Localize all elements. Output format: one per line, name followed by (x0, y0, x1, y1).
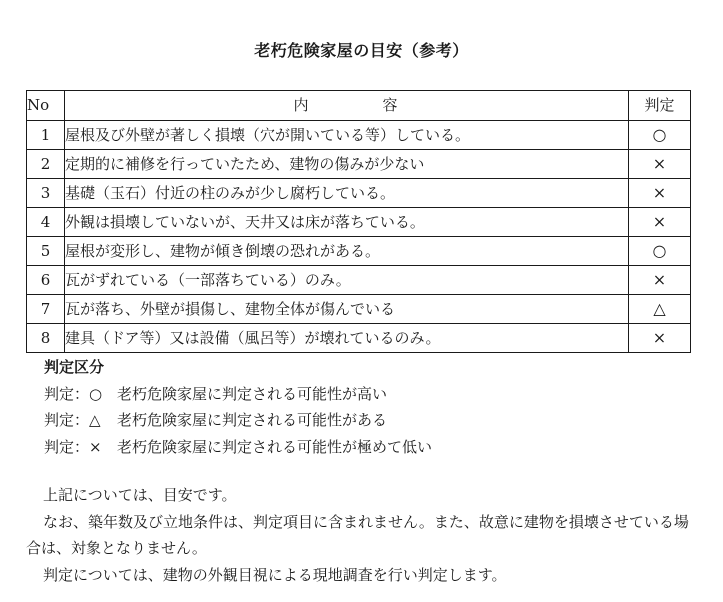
legend-symbol: △ (89, 411, 101, 429)
table-row (27, 237, 691, 266)
table-row (27, 266, 691, 295)
legend-prefix: 判定： (44, 384, 90, 403)
judgement-legend (44, 354, 432, 460)
row-content: 瓦が落ち、外壁が損傷し、建物全体が傷んでいる (65, 295, 629, 324)
table-row (27, 295, 691, 324)
legend-symbol: ○ (89, 384, 103, 403)
row-judgement: ○ (629, 237, 691, 266)
row-judgement: ○ (629, 121, 691, 150)
table-header-row (27, 91, 691, 121)
row-content: 屋根及び外壁が著しく損壊（穴が開いている等）している。 (65, 121, 629, 150)
table-row (27, 324, 691, 353)
row-content: 瓦がずれている（一部落ちている）のみ。 (65, 266, 629, 295)
row-judgement: × (629, 150, 691, 179)
legend-text: 老朽危険家屋に判定される可能性が極めて低い (117, 437, 433, 456)
row-number: 4 (27, 208, 65, 237)
legend-text: 老朽危険家屋に判定される可能性がある (117, 411, 388, 429)
legend-text: 老朽危険家屋に判定される可能性が高い (117, 384, 388, 403)
legend-prefix: 判定： (44, 437, 90, 456)
row-number: 7 (27, 295, 65, 324)
table-row (27, 208, 691, 237)
row-judgement: × (629, 266, 691, 295)
legend-item (44, 407, 432, 434)
table-row (27, 150, 691, 179)
row-judgement: △ (629, 295, 691, 324)
note-paragraph: 上記については、目安です。 (43, 486, 237, 504)
document-title: 老朽危険家屋の目安（参考） (254, 41, 469, 60)
legend-prefix: 判定： (44, 411, 90, 429)
row-number: 8 (27, 324, 65, 353)
table-row (27, 179, 691, 208)
criteria-table (26, 90, 691, 353)
row-number: 5 (27, 237, 65, 266)
header-content (65, 91, 629, 121)
row-number: 6 (27, 266, 65, 295)
legend-item (44, 381, 432, 408)
row-content: 建具（ドア等）又は設備（風呂等）が壊れているのみ。 (65, 324, 629, 353)
row-judgement: × (629, 324, 691, 353)
notes-section (26, 482, 696, 588)
legend-item (44, 434, 432, 461)
note-paragraph: なお、築年数及び立地条件は、判定項目に含まれません。また、故意に建物を損壊させている場合は、対象となりません。 (26, 512, 689, 557)
header-content-left: 内 (293, 96, 311, 114)
row-number: 3 (27, 179, 65, 208)
header-no: No (27, 91, 65, 121)
row-number: 1 (27, 121, 65, 150)
row-content: 外観は損壊していないが、天井又は床が落ちている。 (65, 208, 629, 237)
table-row (27, 121, 691, 150)
row-judgement: × (629, 208, 691, 237)
header-content-right: 容 (382, 96, 400, 114)
note-paragraph: 判定については、建物の外観目視による現地調査を行い判定します。 (43, 565, 507, 584)
row-number: 2 (27, 150, 65, 179)
header-judge: 判定 (629, 91, 691, 121)
row-content: 定期的に補修を行っていたため、建物の傷みが少ない (65, 150, 629, 179)
row-judgement: × (629, 179, 691, 208)
row-content: 屋根が変形し、建物が傾き倒壊の恐れがある。 (65, 237, 629, 266)
legend-heading: 判定区分 (44, 358, 105, 376)
row-content: 基礎（玉石）付近の柱のみが少し腐朽している。 (65, 179, 629, 208)
legend-symbol: × (89, 437, 102, 456)
